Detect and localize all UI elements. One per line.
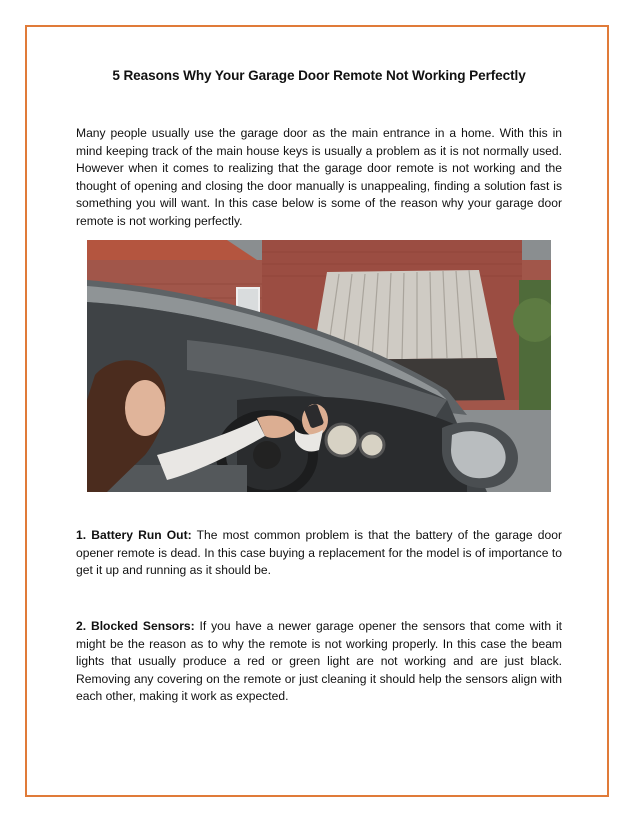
reason-battery-text: The most common problem is that the battery of the garage door opener remote is dead. In this case buying a replacement for the model is of importance to get it up and running as it should be. [76,528,562,578]
document-title: 5 Reasons Why Your Garage Door Remote Not Working Perfectly [112,68,526,83]
reason-sensors-text: If you have a newer garage opener the sensors that come with it might be the reason as to why the remote is not working properly. In this case the beam lights that usually produce a red or green light are not working and are just black. Removing any covering on the remote or just cleaning it should help the sensors align with each other, making it work as expected. [76,619,563,704]
reason-sensors [76,618,562,706]
intro-paragraph: Many people usually use the garage door as the main entrance in a home. With this in mind keeping track of the main house keys is usually a problem as it is not normally used. However when it comes to realizing that the garage door remote is not working and the thought of opening and closing the door manually is unappealing, finding a solution fast is something you will want. In this case below is some of the reason why your garage door remote is not working perfectly. [76,126,562,228]
garage-remote-photo [87,240,551,492]
photo-illustration [87,240,551,492]
reason-battery [76,527,562,580]
reason-sensors-heading: 2. Blocked Sensors: [76,619,195,633]
reason-battery-heading: 1. Battery Run Out: [76,528,192,542]
